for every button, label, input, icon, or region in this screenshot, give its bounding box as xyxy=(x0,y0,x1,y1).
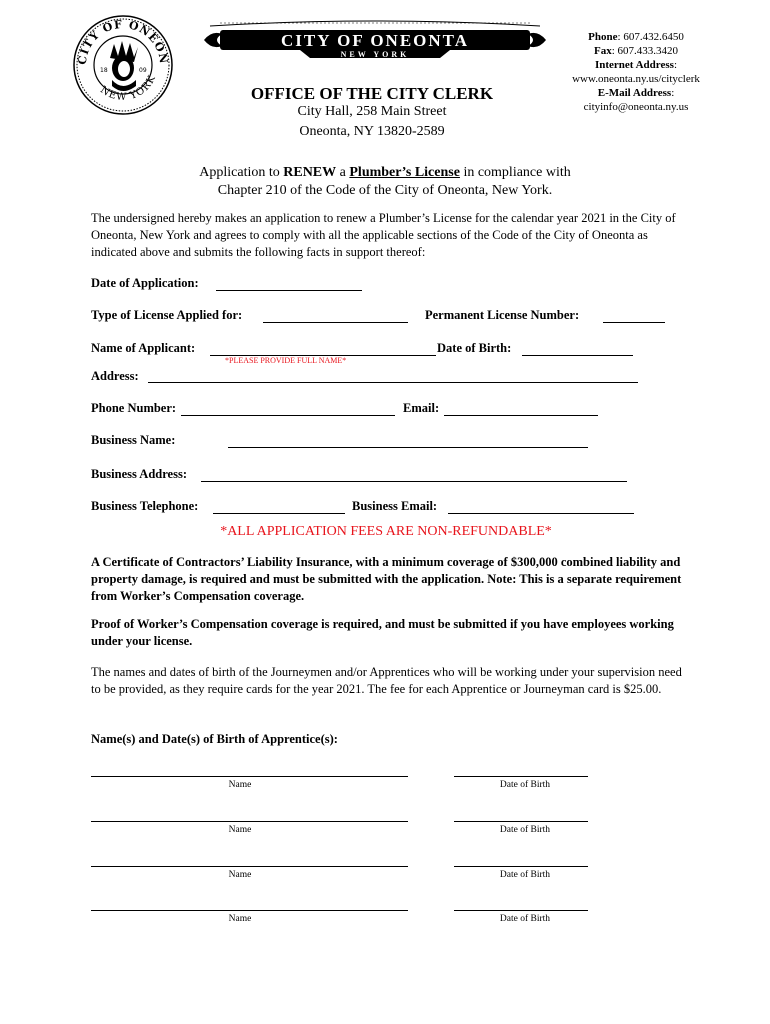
apprentice-name-caption: Name xyxy=(228,780,252,790)
license-type: Plumber’s License xyxy=(349,165,460,180)
apprentice-heading: Name(s) and Date(s) of Birth of Apprentice(s): xyxy=(91,732,338,746)
internet-colon: : xyxy=(673,59,677,71)
address-label: Address: xyxy=(91,369,139,383)
apprentice-dob-caption: Date of Birth xyxy=(499,780,551,790)
apprentice-dob-caption: Date of Birth xyxy=(499,914,551,924)
full-name-note: *PLEASE PROVIDE FULL NAME* xyxy=(225,356,347,365)
business-address-label: Business Address: xyxy=(91,467,187,481)
svg-text:18: 18 xyxy=(100,67,108,74)
intro-text-c: in compliance with xyxy=(459,165,571,180)
contact-block xyxy=(536,30,736,114)
workers-comp-notice: Proof of Worker’s Compensation coverage is required, and must be submitted if you have employees working under your license. xyxy=(91,617,674,648)
apprentice-name-field[interactable] xyxy=(91,866,408,867)
phone-value: : 607.432.6450 xyxy=(617,31,684,43)
name-of-applicant-label: Name of Applicant: xyxy=(91,341,196,355)
business-name-label: Business Name: xyxy=(91,433,176,447)
office-title: OFFICE OF THE CITY CLERK xyxy=(250,84,494,103)
intro-text-b: a xyxy=(336,165,350,180)
fax-value: : 607.433.3420 xyxy=(611,45,679,57)
fax-label: Fax xyxy=(593,45,612,57)
phone-line xyxy=(536,30,736,44)
application-heading-line1 xyxy=(90,164,680,182)
email-colon: : xyxy=(671,87,675,99)
application-heading xyxy=(90,164,680,200)
apprentice-dob-field[interactable] xyxy=(454,821,588,822)
office-address-line1: City Hall, 258 Main Street xyxy=(297,104,447,119)
apprentice-name-field[interactable] xyxy=(91,776,408,777)
business-telephone-field[interactable] xyxy=(213,513,345,514)
email-line xyxy=(536,86,736,100)
journeymen-notice: The names and dates of birth of the Journeymen and/or Apprentices who will be working under your supervision need to be provided, as they require cards for the year 2021. The fee for each Apprentice or Journeyman card is $25.00. xyxy=(91,665,682,696)
address-field[interactable] xyxy=(148,382,638,383)
renew-word: RENEW xyxy=(283,165,337,180)
apprentice-dob-caption: Date of Birth xyxy=(499,825,551,835)
phone-number-field[interactable] xyxy=(181,415,395,416)
business-email-field[interactable] xyxy=(448,513,634,514)
internet-label: Internet Address xyxy=(594,59,674,71)
business-telephone-label: Business Telephone: xyxy=(91,499,199,513)
application-statement: The undersigned hereby makes an application to renew a Plumber’s License for the calendar year 2021 in the City of Oneonta, New York and agrees to comply with all the applicable sections of the Code of the City of Oneonta as indicated above and submits the following facts in support thereof: xyxy=(91,211,676,259)
apprentice-name-field[interactable] xyxy=(91,821,408,822)
date-of-application-field[interactable] xyxy=(216,290,362,291)
svg-text:CITY OF ONEONTA: CITY OF ONEON xyxy=(75,17,171,66)
fax-line xyxy=(536,44,736,58)
email-address[interactable]: cityinfo@oneonta.ny.us xyxy=(583,101,689,113)
apprentice-dob-caption: Date of Birth xyxy=(499,870,551,880)
non-refundable-notice: *ALL APPLICATION FEES ARE NON-REFUNDABLE* xyxy=(220,524,552,539)
internet-url[interactable]: www.oneonta.ny.us/cityclerk xyxy=(572,73,700,85)
type-of-license-field[interactable] xyxy=(263,322,408,323)
business-address-field[interactable] xyxy=(201,481,627,482)
application-heading-line2: Chapter 210 of the Code of the City of Oneonta, New York. xyxy=(217,183,553,198)
date-of-birth-label: Date of Birth: xyxy=(437,341,512,355)
city-seal-logo xyxy=(72,14,174,116)
permanent-license-number-field[interactable] xyxy=(603,322,665,323)
office-address-line2: Oneonta, NY 13820-2589 xyxy=(299,124,445,139)
apprentice-name-caption: Name xyxy=(228,914,252,924)
business-email-label: Business Email: xyxy=(352,499,438,513)
internet-line xyxy=(536,58,736,72)
email-label: E-Mail Address xyxy=(597,87,672,99)
type-of-license-label: Type of License Applied for: xyxy=(91,308,243,322)
apprentice-dob-field[interactable] xyxy=(454,910,588,911)
permanent-license-number-label: Permanent License Number: xyxy=(425,308,580,322)
business-name-field[interactable] xyxy=(228,447,588,448)
email-field-label: Email: xyxy=(403,401,440,415)
svg-text:NEW YORK: NEW YORK xyxy=(98,73,159,104)
date-of-birth-field[interactable] xyxy=(522,355,633,356)
svg-text:09: 09 xyxy=(139,67,147,74)
banner-city-text: CITY OF ONEONTA xyxy=(280,31,470,50)
banner-state-text: NEW YORK xyxy=(340,50,410,59)
email-field[interactable] xyxy=(444,415,598,416)
apprentice-dob-field[interactable] xyxy=(454,866,588,867)
apprentice-name-caption: Name xyxy=(228,825,252,835)
phone-label: Phone xyxy=(588,31,618,43)
insurance-notice: A Certificate of Contractors’ Liability Insurance, with a minimum coverage of $300,000 combined liability and property damage, is required and must be submitted with the application. Note: This is a separate requirement from Worker’s Compensation coverage. xyxy=(91,555,682,603)
apprentice-name-field[interactable] xyxy=(91,910,408,911)
phone-number-label: Phone Number: xyxy=(91,401,177,415)
city-banner xyxy=(200,20,550,60)
date-of-application-label: Date of Application: xyxy=(91,276,199,290)
apprentice-dob-field[interactable] xyxy=(454,776,588,777)
apprentice-name-caption: Name xyxy=(228,870,252,880)
intro-text-a: Application to xyxy=(199,165,284,180)
